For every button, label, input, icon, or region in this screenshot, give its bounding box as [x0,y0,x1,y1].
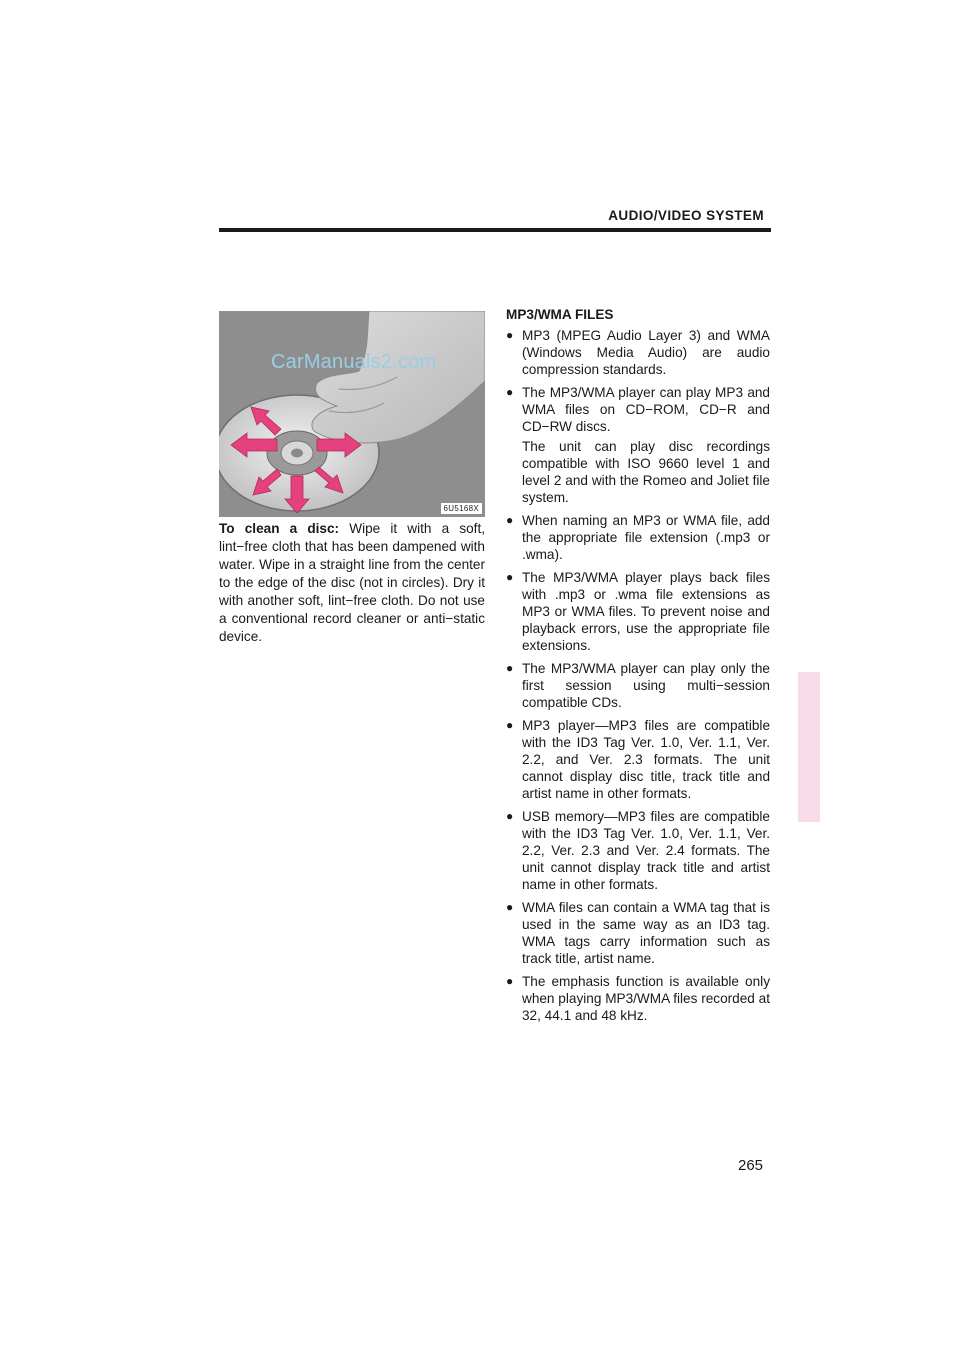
list-item [506,899,770,967]
list-item-text: USB memory—MP3 files are compatible with the ID3 Tag Ver. 1.0, Ver. 1.1, Ver. 2.2, Ver. 2.3 and Ver. 2.4 formats. The unit cannot display track title and artist name in other formats. [522,809,770,892]
bullet-icon: ● [506,809,514,823]
bullet-icon: ● [506,513,514,527]
bullet-icon: ● [506,718,514,732]
list-item [506,384,770,506]
list-item-text: The MP3/WMA player can play only the first session using multi−session compatible CDs. [522,661,770,710]
list-item [506,512,770,563]
chapter-side-tab [798,672,820,822]
bullet-list [506,327,770,1024]
disc-cleaning-illustration [219,311,485,517]
mp3-wma-section [506,306,770,1030]
list-item-text: When naming an MP3 or WMA file, add the appropriate file extension (.mp3 or .wma). [522,513,770,562]
list-item [506,717,770,802]
list-item [506,327,770,378]
section-heading: MP3/WMA FILES [506,307,614,322]
list-item [506,660,770,711]
bullet-icon: ● [506,974,514,988]
disc-cleaning-caption [219,520,485,646]
bullet-icon: ● [506,900,514,914]
list-item-text: The emphasis function is available only when playing MP3/WMA files recorded at 32, 44.1 and 48 kHz. [522,974,770,1023]
disc-cleaning-figure [219,311,485,517]
caption-lead: To clean a disc: [219,521,340,536]
list-item [506,569,770,654]
header-rule [219,228,771,232]
page-number: 265 [738,1157,764,1174]
header-title: AUDIO/VIDEO SYSTEM [608,208,764,223]
figure-code: 6U5168X [441,503,482,514]
list-item [506,808,770,893]
bullet-icon: ● [506,385,514,399]
list-item-text: The MP3/WMA player can play MP3 and WMA files on CD−ROM, CD−R and CD−RW discs. [522,385,770,434]
bullet-icon: ● [506,661,514,675]
list-item-text: MP3 (MPEG Audio Layer 3) and WMA (Windows Media Audio) are audio compression standards. [522,328,770,377]
list-item-text: The MP3/WMA player plays back files with .mp3 or .wma file extensions as MP3 or WMA files. To prevent noise and playback errors, use the appropriate file extensions. [522,570,770,653]
watermark-text: CarManuals2.com [271,351,437,373]
list-item-subtext: The unit can play disc recordings compatible with ISO 9660 level 1 and level 2 and with the Romeo and Joliet file system. [522,439,770,505]
bullet-icon: ● [506,570,514,584]
caption-text: Wipe it with a soft, lint−free cloth that has been dampened with water. Wipe in a straight line from the center to the edge of the disc (not in circles). Dry it with another soft, lint−free cloth. Do not use a conventional record cleaner or anti−static device. [219,521,486,644]
list-item-text: WMA files can contain a WMA tag that is used in the same way as an ID3 tag. WMA tags carry information such as track title, artist name. [522,900,770,966]
bullet-icon: ● [506,328,514,342]
list-item-text: MP3 player—MP3 files are compatible with the ID3 Tag Ver. 1.0, Ver. 1.1, Ver. 2.2, and Ver. 2.3 formats. The unit cannot display disc title, track title and artist name in other formats. [522,718,770,801]
list-item [506,973,770,1024]
